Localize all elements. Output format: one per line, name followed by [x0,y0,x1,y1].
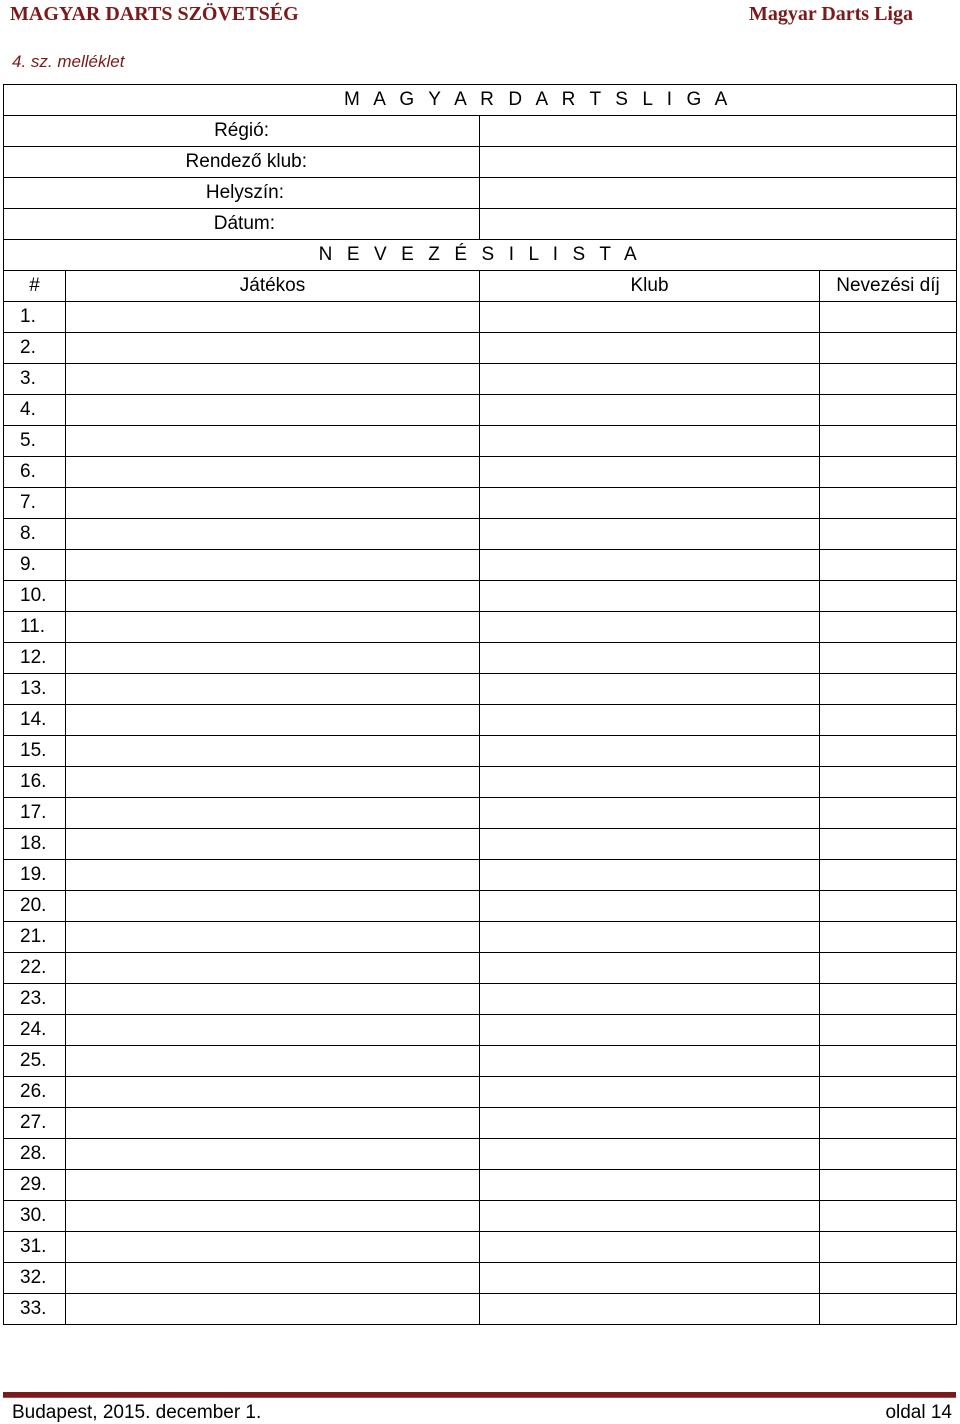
row-number: 26. [4,1077,66,1108]
player-cell[interactable] [66,798,480,829]
form-title: M A G Y A R D A R T S L I G A [4,85,957,116]
column-header-club: Klub [480,271,820,302]
date-label: Dátum: [4,209,480,240]
column-header-fee: Nevezési díj [820,271,957,302]
table-row [4,1170,957,1201]
club-cell[interactable] [480,1046,820,1077]
region-field[interactable] [480,116,957,147]
club-cell[interactable] [480,1294,820,1325]
club-cell[interactable] [480,302,820,333]
row-number: 13. [4,674,66,705]
club-cell[interactable] [480,1015,820,1046]
player-cell[interactable] [66,891,480,922]
fee-cell[interactable] [820,705,957,736]
club-cell[interactable] [480,767,820,798]
player-cell[interactable] [66,426,480,457]
table-row [4,922,957,953]
player-cell[interactable] [66,333,480,364]
row-number: 14. [4,705,66,736]
club-cell[interactable] [480,612,820,643]
annex-label: 4. sz. melléklet [12,52,125,71]
page-header [0,0,960,30]
club-cell[interactable] [480,1263,820,1294]
player-cell[interactable] [66,674,480,705]
player-cell[interactable] [66,1139,480,1170]
table-row [4,581,957,612]
row-number: 29. [4,1170,66,1201]
club-cell[interactable] [480,798,820,829]
club-cell[interactable] [480,705,820,736]
row-number: 18. [4,829,66,860]
row-number: 28. [4,1139,66,1170]
table-row [4,612,957,643]
player-cell[interactable] [66,1015,480,1046]
player-cell[interactable] [66,1108,480,1139]
header-league-name: Magyar Darts Liga [748,3,913,25]
club-cell[interactable] [480,581,820,612]
host-club-label: Rendező klub: [4,147,480,178]
player-cell[interactable] [66,953,480,984]
fee-cell[interactable] [820,395,957,426]
row-number: 19. [4,860,66,891]
row-number: 31. [4,1232,66,1263]
fee-cell[interactable] [820,1077,957,1108]
header-org-name: MAGYAR DARTS SZÖVETSÉG [10,3,299,25]
row-number: 9. [4,550,66,581]
player-cell[interactable] [66,457,480,488]
row-number: 20. [4,891,66,922]
player-cell[interactable] [66,302,480,333]
table-row [4,674,957,705]
club-cell[interactable] [480,1201,820,1232]
player-cell[interactable] [66,519,480,550]
player-cell[interactable] [66,1232,480,1263]
fee-cell[interactable] [820,1170,957,1201]
venue-row [4,178,957,209]
fee-cell[interactable] [820,426,957,457]
row-number: 12. [4,643,66,674]
table-row [4,1201,957,1232]
row-number: 15. [4,736,66,767]
column-header-row [4,271,957,302]
player-cell[interactable] [66,1201,480,1232]
table-row [4,798,957,829]
row-number: 23. [4,984,66,1015]
player-cell[interactable] [66,1077,480,1108]
fee-cell[interactable] [820,1139,957,1170]
table-row [4,519,957,550]
table-row [4,736,957,767]
row-number: 22. [4,953,66,984]
fee-cell[interactable] [820,1108,957,1139]
fee-cell[interactable] [820,643,957,674]
table-row [4,395,957,426]
club-cell[interactable] [480,1232,820,1263]
fee-cell[interactable] [820,674,957,705]
club-cell[interactable] [480,674,820,705]
table-row [4,426,957,457]
club-cell[interactable] [480,1108,820,1139]
club-cell[interactable] [480,550,820,581]
fee-cell[interactable] [820,922,957,953]
club-cell[interactable] [480,922,820,953]
fee-cell[interactable] [820,984,957,1015]
fee-cell[interactable] [820,519,957,550]
club-cell[interactable] [480,519,820,550]
row-number: 1. [4,302,66,333]
list-title-row [4,240,957,271]
fee-cell[interactable] [820,1201,957,1232]
fee-cell[interactable] [820,581,957,612]
club-cell[interactable] [480,829,820,860]
club-cell[interactable] [480,1170,820,1201]
host-club-field[interactable] [480,147,957,178]
row-number: 2. [4,333,66,364]
host-club-row [4,147,957,178]
venue-field[interactable] [480,178,957,209]
table-row [4,302,957,333]
table-row [4,1108,957,1139]
fee-cell[interactable] [820,1232,957,1263]
form-title-row [4,85,957,116]
fee-cell[interactable] [820,736,957,767]
column-header-player: Játékos [66,271,480,302]
fee-cell[interactable] [820,767,957,798]
table-row [4,1263,957,1294]
club-cell[interactable] [480,457,820,488]
player-cell[interactable] [66,1170,480,1201]
player-cell[interactable] [66,1263,480,1294]
club-cell[interactable] [480,984,820,1015]
player-cell[interactable] [66,705,480,736]
club-cell[interactable] [480,953,820,984]
fee-cell[interactable] [820,364,957,395]
table-row [4,643,957,674]
fee-cell[interactable] [820,860,957,891]
club-cell[interactable] [480,891,820,922]
footer-place-date: Budapest, 2015. december 1. [12,1402,262,1423]
row-number: 3. [4,364,66,395]
row-number: 17. [4,798,66,829]
player-cell[interactable] [66,736,480,767]
row-number: 32. [4,1263,66,1294]
table-row [4,891,957,922]
table-row [4,705,957,736]
fee-cell[interactable] [820,1263,957,1294]
row-number: 10. [4,581,66,612]
row-number: 7. [4,488,66,519]
row-number: 27. [4,1108,66,1139]
player-cell[interactable] [66,364,480,395]
table-row [4,1294,957,1325]
fee-cell[interactable] [820,953,957,984]
player-cell[interactable] [66,984,480,1015]
club-cell[interactable] [480,364,820,395]
player-cell[interactable] [66,643,480,674]
table-row [4,767,957,798]
player-cell[interactable] [66,829,480,860]
player-cell[interactable] [66,612,480,643]
fee-cell[interactable] [820,1015,957,1046]
fee-cell[interactable] [820,302,957,333]
row-number: 4. [4,395,66,426]
player-cell[interactable] [66,922,480,953]
fee-cell[interactable] [820,550,957,581]
club-cell[interactable] [480,643,820,674]
fee-cell[interactable] [820,891,957,922]
row-number: 16. [4,767,66,798]
row-number: 11. [4,612,66,643]
row-number: 5. [4,426,66,457]
club-cell[interactable] [480,426,820,457]
fee-cell[interactable] [820,612,957,643]
footer-divider [3,1392,956,1398]
row-number: 8. [4,519,66,550]
player-cell[interactable] [66,488,480,519]
club-cell[interactable] [480,1139,820,1170]
column-header-number: # [4,271,66,302]
club-cell[interactable] [480,488,820,519]
club-cell[interactable] [480,333,820,364]
fee-cell[interactable] [820,488,957,519]
row-number: 6. [4,457,66,488]
table-row [4,1015,957,1046]
row-number: 24. [4,1015,66,1046]
table-row [4,488,957,519]
table-row [4,1139,957,1170]
player-cell[interactable] [66,581,480,612]
club-cell[interactable] [480,860,820,891]
table-row [4,1046,957,1077]
table-row [4,829,957,860]
table-row [4,550,957,581]
row-number: 25. [4,1046,66,1077]
row-number: 21. [4,922,66,953]
fee-cell[interactable] [820,457,957,488]
table-row [4,984,957,1015]
player-cell[interactable] [66,550,480,581]
player-cell[interactable] [66,1294,480,1325]
region-label: Régió: [4,116,480,147]
table-row [4,333,957,364]
player-cell[interactable] [66,395,480,426]
club-cell[interactable] [480,736,820,767]
date-row [4,209,957,240]
fee-cell[interactable] [820,1046,957,1077]
player-cell[interactable] [66,1046,480,1077]
table-row [4,953,957,984]
fee-cell[interactable] [820,333,957,364]
club-cell[interactable] [480,1077,820,1108]
entry-form-table [3,84,957,1325]
player-cell[interactable] [66,860,480,891]
row-number: 30. [4,1201,66,1232]
row-number: 33. [4,1294,66,1325]
footer-page-number: oldal 14 [885,1402,952,1423]
list-title: N E V E Z É S I L I S T A [4,240,957,271]
table-row [4,860,957,891]
date-field[interactable] [480,209,957,240]
table-row [4,457,957,488]
region-row [4,116,957,147]
fee-cell[interactable] [820,1294,957,1325]
table-row [4,1232,957,1263]
venue-label: Helyszín: [4,178,480,209]
club-cell[interactable] [480,395,820,426]
player-cell[interactable] [66,767,480,798]
table-row [4,364,957,395]
table-row [4,1077,957,1108]
fee-cell[interactable] [820,798,957,829]
fee-cell[interactable] [820,829,957,860]
